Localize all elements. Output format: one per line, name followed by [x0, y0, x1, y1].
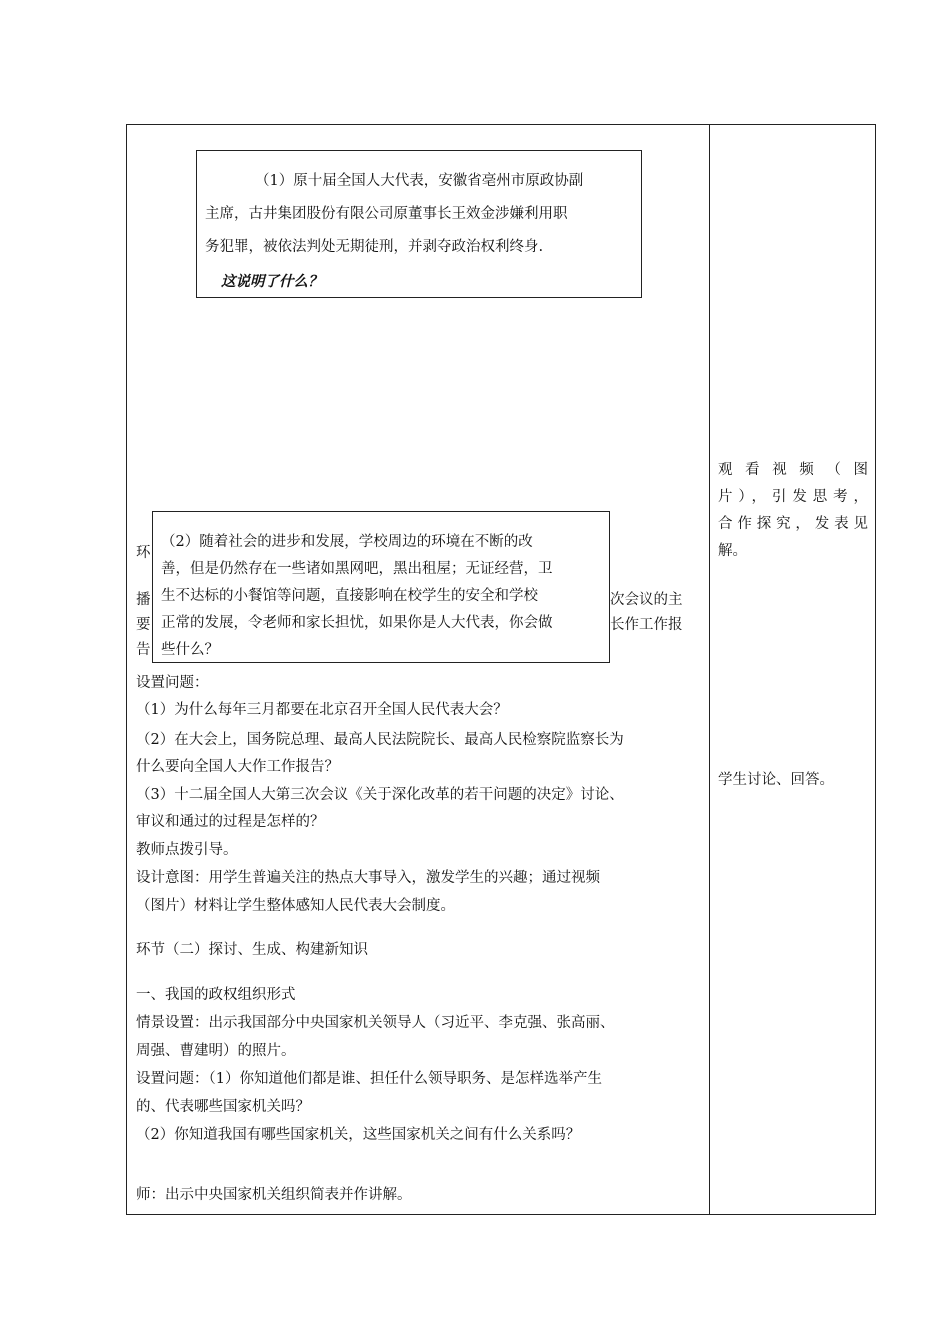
paragraph-line: 教师点拨引导。 [136, 842, 238, 858]
paragraph-line: （图片）材料让学生整体感知人民代表大会制度。 [136, 898, 455, 914]
case-box-1 [196, 150, 642, 298]
paragraph-line: 的、代表哪些国家机关吗？ [136, 1099, 310, 1115]
student-activity-line: 片），引发思考， [718, 489, 868, 505]
case-box-line: （2）随着社会的进步和发展，学校周边的环境在不断的改 [161, 534, 533, 550]
case-box-question: 这说明了什么？ [221, 273, 323, 290]
question-item: 什么要向全国人大作工作报告？ [136, 759, 339, 775]
subsection-heading: 一、我国的政权组织形式 [136, 987, 296, 1003]
hidden-text-fragment: 播 [136, 592, 151, 608]
paragraph-line: 设计意图：用学生普遍关注的热点大事导入，激发学生的兴趣；通过视频 [136, 870, 600, 886]
case-box-line: 务犯罪，被依法判处无期徒刑，并剥夺政治权利终身. [205, 239, 544, 255]
student-activity-line: 学生讨论、回答。 [718, 772, 834, 788]
hidden-text-fragment: 次会议的主 [610, 592, 683, 608]
student-activity-line: 合作探究，发表见 [718, 516, 868, 532]
hidden-text-fragment: 长作工作报 [610, 617, 683, 633]
case-box-line: 主席，古井集团股份有限公司原董事长王效金涉嫌利用职 [205, 206, 568, 222]
case-box-line: 些什么？ [161, 642, 219, 658]
hidden-text-fragment: 要 [136, 617, 151, 633]
student-activity-line: 观看视频（图 [718, 462, 868, 478]
case-box-line: 正常的发展，令老师和家长担忧，如果你是人大代表，你会做 [161, 615, 553, 631]
paragraph-line: 周强、曹建明）的照片。 [136, 1043, 296, 1059]
column-divider [709, 124, 710, 1215]
hidden-text-fragment: 环 [136, 545, 151, 561]
question-item: （3）十二届全国人大第三次会议《关于深化改革的若干问题的决定》讨论、 [136, 787, 624, 803]
paragraph-line: 设置问题：（1）你知道他们都是谁、担任什么领导职务、是怎样选举产生 [136, 1071, 602, 1087]
hidden-text-fragment: 告 [136, 642, 151, 658]
case-box-line: （1）原十届全国人大代表，安徽省亳州市原政协副 [255, 173, 584, 189]
case-box-line: 善，但是仍然存在一些诸如黑网吧，黑出租屋；无证经营，卫 [161, 561, 553, 577]
case-box-2 [152, 511, 610, 663]
question-item: （2）在大会上，国务院总理、最高人民法院院长、最高人民检察院监察长为 [136, 732, 624, 748]
student-activity-line: 解。 [718, 543, 747, 559]
question-item: （1）为什么每年三月都要在北京召开全国人民代表大会？ [136, 702, 508, 718]
paragraph-line: 师：出示中央国家机关组织简表并作讲解。 [136, 1187, 412, 1203]
question-heading: 设置问题： [136, 675, 209, 691]
section-heading: 环节（二）探讨、生成、构建新知识 [136, 942, 368, 958]
case-box-line: 生不达标的小餐馆等问题，直接影响在校学生的安全和学校 [161, 588, 538, 604]
paragraph-line: （2）你知道我国有哪些国家机关，这些国家机关之间有什么关系吗？ [136, 1127, 581, 1143]
question-item: 审议和通过的过程是怎样的？ [136, 814, 325, 830]
paragraph-line: 情景设置：出示我国部分中央国家机关领导人（习近平、李克强、张高丽、 [136, 1015, 615, 1031]
